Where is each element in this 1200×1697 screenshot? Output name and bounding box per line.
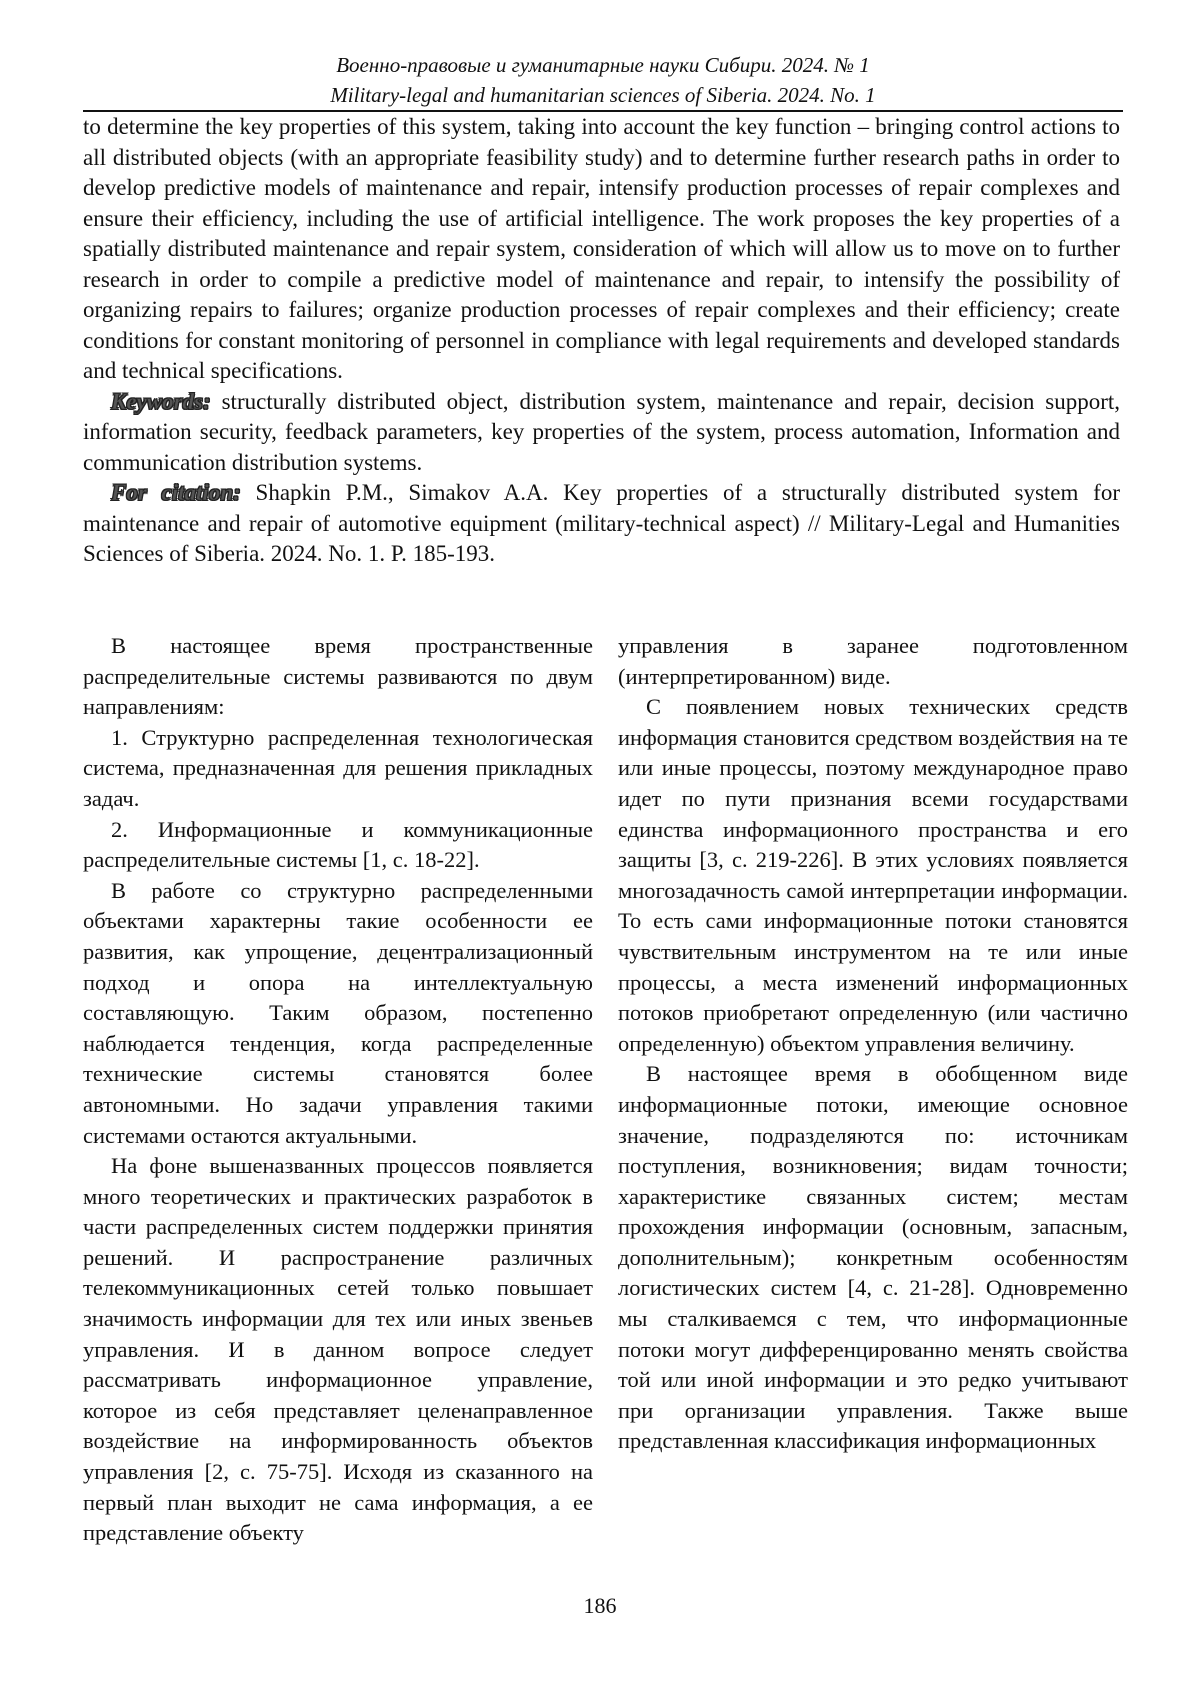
keywords-label: Keywords:: [111, 389, 211, 414]
paragraph: В настоящее время пространственные распределительные системы развиваются по двум направлениям:: [83, 631, 593, 723]
paragraph: На фоне вышеназванных процессов появляется много теоретических и практических разработок в части распределенных систем поддержки принятия решений. И распространение различных телекоммуникационных сетей только повышает значимость информации для тех или иных звеньев управления. И в данном вопросе следует рассматривать информационное управление, которое из себя представляет целенаправленное воздействие на информированность объектов управления [2, с. 75-75]. Исходя из сказанного на первый план выходит не сама информация, а ее представление объекту: [83, 1151, 593, 1549]
keywords-text: structurally distributed object, distribution system, maintenance and repair, decision support, information security, feedback parameters, key properties of the system, process automation, Information and communication distribution systems.: [83, 389, 1120, 475]
abstract-section: [83, 112, 1120, 570]
paragraph: С появлением новых технических средств информация становится средством воздействия на те или иные процессы, поэтому международное право идет по пути признания всеми государствами единства информационного пространства и его защиты [3, с. 219-226]. В этих условиях появляется многозадачность самой интерпретации информации. То есть сами информационные потоки становятся чувствительным инструментом на те или иные процессы, а места изменений информационных потоков приобретают определенную (или частично определенную) объектом управления величину.: [618, 692, 1128, 1059]
paragraph: В работе со структурно распределенными объектами характерны такие особенности ее развития, как упрощение, децентрализационный подход и опора на интеллектуальную составляющую. Таким образом, постепенно наблюдается тенденция, когда распределенные технические системы становятся более автономными. Но задачи управления такими системами остаются актуальными.: [83, 876, 593, 1151]
citation-label: For citation:: [111, 480, 241, 505]
journal-title-ru: Военно-правовые и гуманитарные науки Сибири. 2024. № 1: [83, 50, 1123, 80]
paragraph-continuation: управления в заранее подготовленном (интерпретированном) виде.: [618, 631, 1128, 692]
keywords-paragraph: [83, 387, 1120, 479]
journal-header: [83, 50, 1123, 110]
list-item: 2. Информационные и коммуникационные распределительные системы [1, с. 18-22].: [83, 815, 593, 876]
journal-title-en: Military-legal and humanitarian sciences of Siberia. 2024. No. 1: [83, 80, 1123, 110]
page-number: 186: [0, 1593, 1200, 1619]
list-item: 1. Структурно распределенная технологическая система, предназначенная для решения прикладных задач.: [83, 723, 593, 815]
abstract-text: to determine the key properties of this system, taking into account the key function – bringing control actions to all distributed objects (with an appropriate feasibility study) and to determine further research paths in order to develop predictive models of maintenance and repair, intensify production processes of repair complexes and ensure their efficiency, including the use of artificial intelligence. The work proposes the key properties of a spatially distributed maintenance and repair system, consideration of which will allow us to move on to further research in order to compile a predictive model of maintenance and repair, to intensify the possibility of organizing repairs to failures; organize production processes of repair complexes and their efficiency; create conditions for constant monitoring of personnel in compliance with legal requirements and developed standards and technical specifications.: [83, 112, 1120, 387]
citation-paragraph: [83, 478, 1120, 570]
left-column: [83, 631, 593, 1549]
citation-text: Shapkin P.M., Simakov A.A. Key properties of a structurally distributed system for maintenance and repair of automotive equipment (military-technical aspect) // Military-Legal and Humanities Sciences of Siberia. 2024. No. 1. P. 185-193.: [83, 480, 1120, 566]
paragraph: В настоящее время в обобщенном виде информационные потоки, имеющие основное значение, подразделяются по: источникам поступления, возникновения; видам точности; характеристике связанных систем; местам прохождения информации (основным, запасным, дополнительным); конкретным особенностям логистических систем [4, с. 21-28]. Одновременно мы сталкиваемся с тем, что информационные потоки могут дифференцированно менять свойства той или иной информации и это редко учитывают при организации управления. Также выше представленная классификация информационных: [618, 1059, 1128, 1457]
right-column: [618, 631, 1128, 1457]
